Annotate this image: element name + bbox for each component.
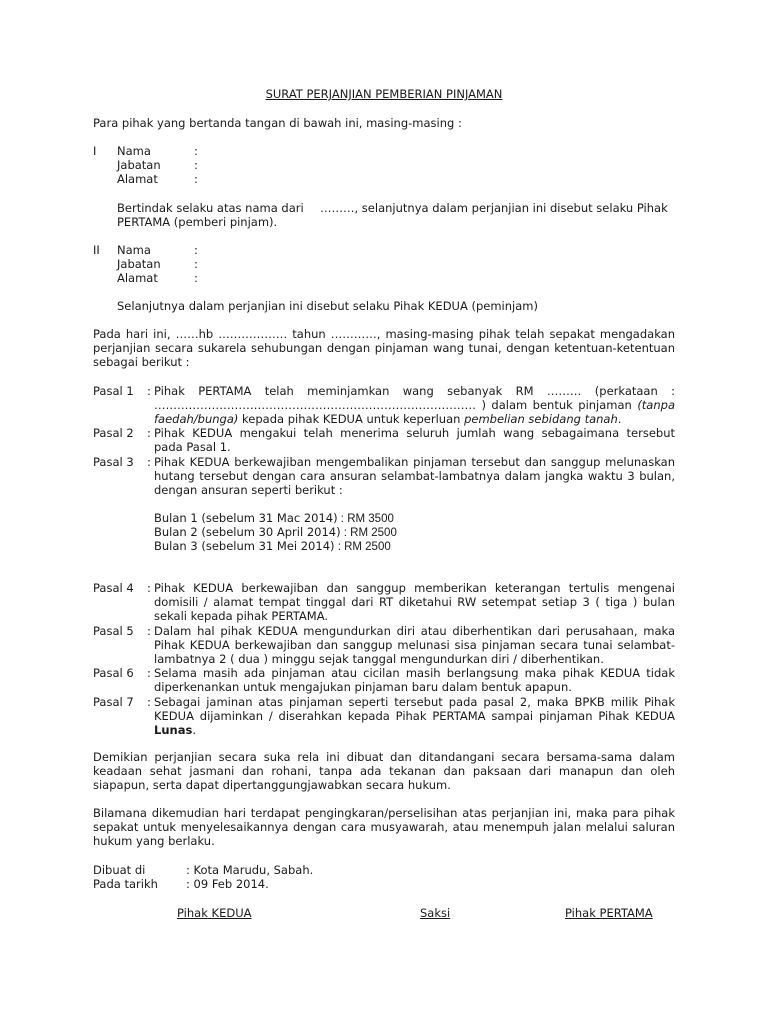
pasal5-line-3: lambatnya 2 ( dua ) minggu sejak tanggal mengundurkan diri / diberhentikan. [154,652,604,666]
pasal1-line-1: Pihak PERTAMA telah meminjamkan wang sebanyak RM ……… (perkataan : [154,384,675,398]
agreement-line-1: Pada hari ini, ……hb ……………… tahun …………, masing-masing pihak telah sepakat mengadakan [93,327,675,341]
party2-address-colon: : [194,271,198,285]
installment-desc: Bulan 3 (sebelum 31 Mei 2014) [154,539,335,553]
agreement-line-2: perjanjian secara sukarela sehubungan dengan pinjaman wang tunai, dengan ketentuan-ketentuan [93,341,675,355]
pasal7-line-1: Sebagai jaminan atas pinjaman seperti tersebut pada pasal 2, maka BPKB milik Pihak [154,695,675,709]
pasal5-line-1: Dalam hal pihak KEDUA mengundurkan diri atau diberhentikan dari perusahaan, maka [154,624,675,638]
pasal1-colon: : [147,384,151,398]
party2-position-label: Jabatan [117,257,161,271]
party2-address-label: Alamat [117,271,158,285]
pasal4-label: Pasal 4 [93,581,134,595]
installment-amount: : RM 3500 [337,513,394,525]
pasal2-line-2: pada Pasal 1. [154,440,231,454]
pasal5-label: Pasal 5 [93,624,134,638]
party1-numeral: I [93,144,97,158]
pasal1-line-3 [154,412,621,426]
pasal6-line-1: Selama masih ada pinjaman atau cicilan masih berlangsung maka pihak KEDUA tidak [154,666,675,680]
pasal6-line-2: diperkenankan untuk mengajukan pinjaman baru dalam bentuk apapun. [154,680,572,694]
pasal3-line-3: dengan ansuran seperti berikut : [154,483,343,497]
pasal3-label: Pasal 3 [93,455,134,469]
pasal3-colon: : [147,455,151,469]
pasal7-line-3-end: . [192,723,196,737]
installment-desc: Bulan 2 (sebelum 30 April 2014) [154,525,341,539]
closing1-line-3: siapapun, serta dapat dipertanggungjawabkan secara hukum. [93,778,451,792]
closing2-line-3: hukum yang berlaku. [93,834,215,848]
party1-position-colon: : [194,158,198,172]
pasal1-line-3-text: kepada pihak KEDUA untuk keperluan [238,412,465,426]
pasal4-colon: : [147,581,151,595]
pasal4-line-1: Pihak KEDUA berkewajiban dan sanggup memberikan keterangan tertulis mengenai [154,581,675,595]
pasal6-colon: : [147,666,151,680]
closing1-line-1: Demikian perjanjian secara suka rela ini dibuat dan ditandangani secara bersama-sama dalam [93,750,675,764]
party1-address-colon: : [194,172,198,186]
party1-position-label: Jabatan [117,158,161,172]
party1-name-colon: : [194,144,198,158]
pasal2-line-1: Pihak KEDUA mengakui telah menerima seluruh jumlah wang sebagaimana tersebut [154,426,675,440]
pasal4-line-3: sekali kepada pihak PERTAMA. [154,609,329,623]
party2-desc: Selanjutnya dalam perjanjian ini disebut selaku Pihak KEDUA (peminjam) [117,299,538,313]
party1-desc-2: PERTAMA (pemberi pinjam). [117,215,278,229]
installment-row [154,525,397,540]
pasal5-line-2: Pihak KEDUA berkewajiban dan sanggup melunasi sisa pinjaman secara tunai selambat- [154,638,675,652]
party2-position-colon: : [194,257,198,271]
closing2-line-2: sepakat untuk menyelesaikannya dengan cara musyawarah, atau menempuh jalan melalui saluran [93,820,675,834]
pasal1-line-2 [154,398,675,412]
signature-saksi: Saksi [420,906,451,920]
pasal2-colon: : [147,426,151,440]
pasal7-label: Pasal 7 [93,695,134,709]
pasal7-colon: : [147,695,151,709]
party2-name-label: Nama [117,243,151,257]
closing1-line-2: keadaan sehat jasmani dan rohani, tanpa ada tekanan dan paksaan dari manapun dan oleh [93,764,675,778]
party1-address-label: Alamat [117,172,158,186]
pasal1-line-2-italic: (tanpa [637,398,675,412]
party1-desc-b: ………, selanjutnya dalam perjanjian ini disebut selaku Pihak [320,201,668,215]
pasal1-line-3-italic-c: pembelian sebidang tanah [464,412,618,426]
signature-pihak-kedua: Pihak KEDUA [177,906,252,920]
pasal1-line-3-end: . [617,412,622,426]
installment-amount: : RM 2500 [340,527,397,539]
pasal3-line-2: hutang tersebut dengan cara ansuran selambat-lambatnya dalam jangka waktu 3 bulan, [154,469,675,483]
party2-name-colon: : [194,243,198,257]
pasal1-line-2-text: ………………………………………………………………………… ) dalam bentuk pinjaman [154,398,638,412]
pasal1-label: Pasal 1 [93,384,134,398]
closing2-line-1: Bilamana dikemudian hari terdapat pengingkaran/perselisihan atas perjanjian ini, maka para pihak [93,806,675,820]
pasal2-label: Pasal 2 [93,426,134,440]
pasal3-line-1: Pihak KEDUA berkewajiban mengembalikan pinjaman tersebut dan sanggup melunaskan [154,455,675,469]
made-at-label: Dibuat di [93,863,146,877]
installment-amount: : RM 2500 [334,541,391,553]
signature-pihak-pertama: Pihak PERTAMA [565,906,653,920]
agreement-line-3: sebagai berikut : [93,355,190,369]
party1-desc-a: Bertindak selaku atas nama dari [117,201,304,215]
pasal1-line-3-italic-a: faedah/bunga) [154,412,239,426]
pasal6-label: Pasal 6 [93,666,134,680]
pasal4-line-2: domisili / alamat tempat tinggal dari RT diketahui RW setempat setiap 3 ( tiga ) bulan [154,595,675,609]
made-at-value: : Kota Marudu, Sabah. [186,863,314,877]
party1-name-label: Nama [117,144,151,158]
pasal7-line-3 [154,723,196,737]
installment-row [154,539,391,554]
installment-row [154,511,394,526]
pasal7-line-2: KEDUA dijaminkan / diserahkan kepada Pihak PERTAMA sampai pinjaman Pihak KEDUA [154,709,675,723]
made-on-label: Pada tarikh [93,877,158,891]
party2-numeral: II [93,243,100,257]
installment-desc: Bulan 1 (sebelum 31 Mac 2014) [154,511,338,525]
pasal5-colon: : [147,624,151,638]
document-title: SURAT PERJANJIAN PEMBERIAN PINJAMAN [265,87,503,101]
intro-text: Para pihak yang bertanda tangan di bawah ini, masing-masing : [93,116,462,130]
pasal7-lunas: Lunas [154,723,193,737]
made-on-value: : 09 Feb 2014. [186,877,269,891]
